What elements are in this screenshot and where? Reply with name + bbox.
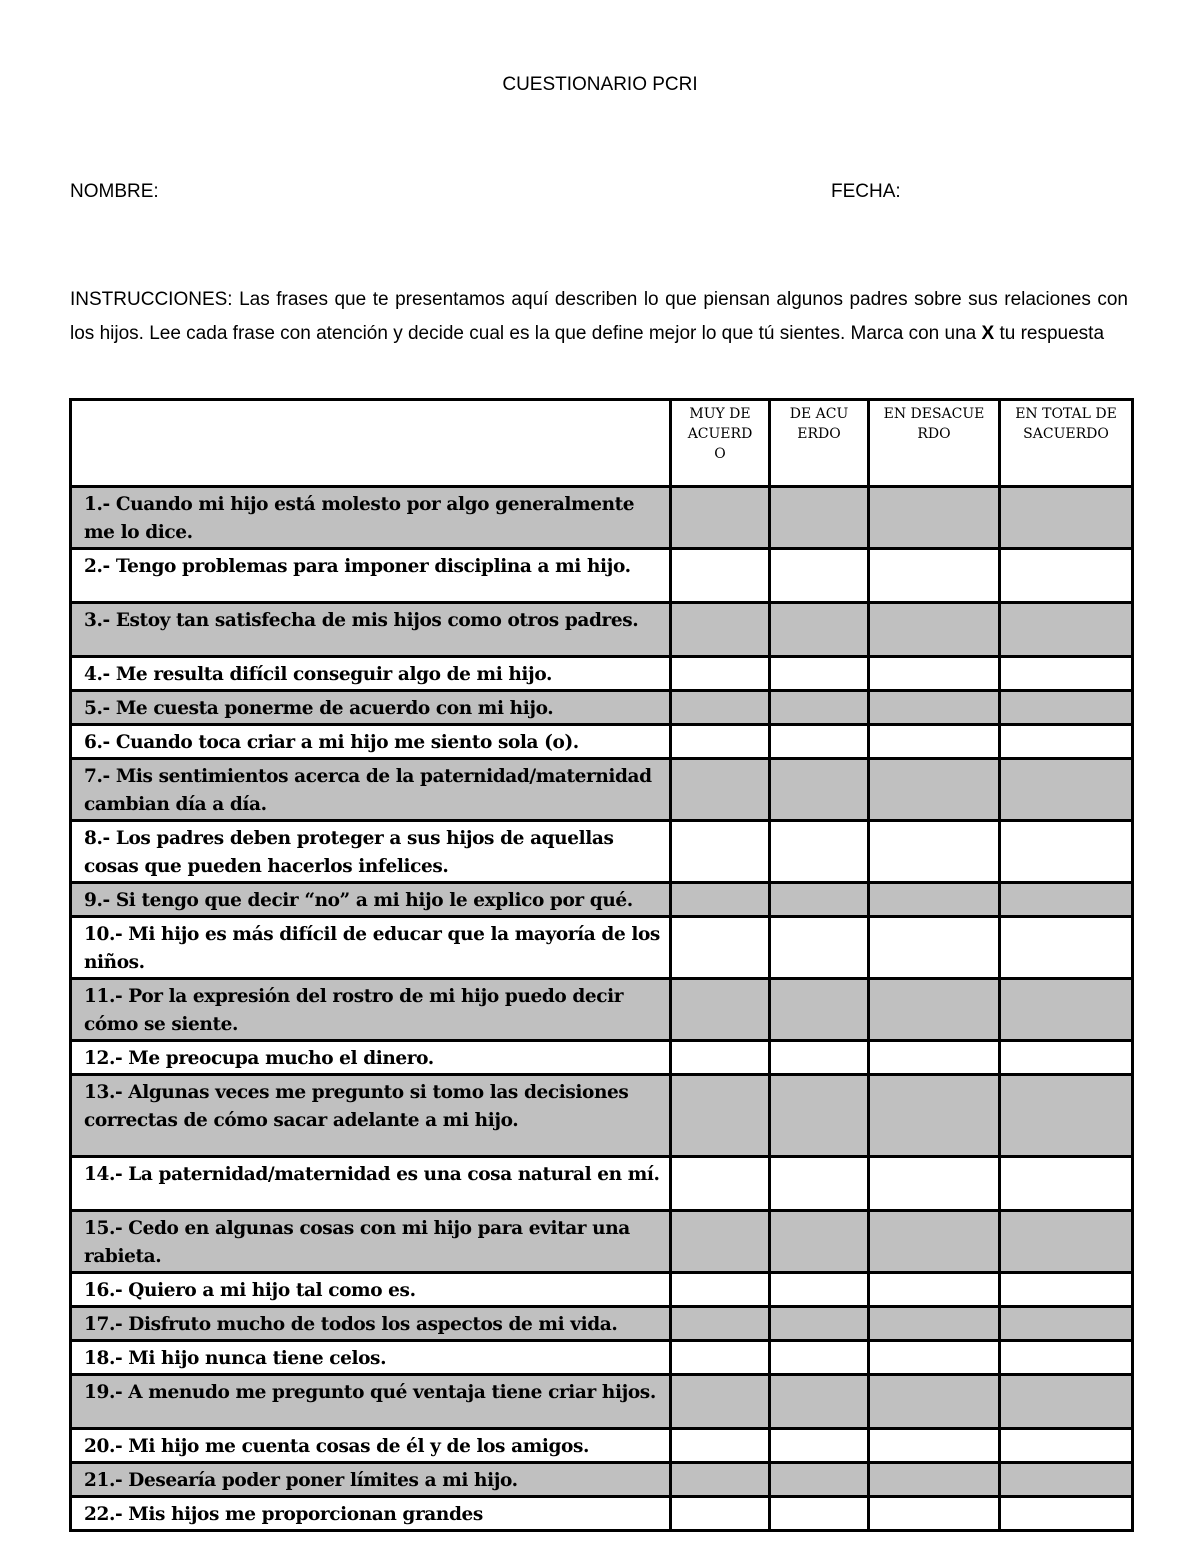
answer-cell-de-acuerdo[interactable] [770,1341,869,1375]
document-title: CUESTIONARIO PCRI [502,74,698,95]
question-cell [71,603,671,657]
question-cell [71,883,671,917]
question-cell [71,725,671,759]
answer-cell-en-total-desacuerdo[interactable] [1000,1341,1133,1375]
answer-cell-de-acuerdo[interactable] [770,759,869,821]
table-header-row [71,400,1133,487]
question-text: 13.- Algunas veces me pregunto si tomo las decisiones correctas de cómo sacar adelante a mi hijo. [84,1082,629,1131]
question-cell [71,1075,671,1157]
answer-cell-de-acuerdo[interactable] [770,725,869,759]
question-row [71,603,1133,657]
question-text: 6.- Cuando toca criar a mi hijo me siento sola (o). [84,732,579,753]
answer-cell-muy-de-acuerdo[interactable] [671,1375,770,1429]
question-text: 4.- Me resulta difícil conseguir algo de mi hijo. [84,664,553,685]
question-row [71,725,1133,759]
answer-cell-en-total-desacuerdo[interactable] [1000,1375,1133,1429]
question-text: 19.- A menudo me pregunto qué ventaja tiene criar hijos. [84,1382,656,1403]
questionnaire-table [69,398,1134,1532]
question-row [71,821,1133,883]
question-row [71,883,1133,917]
answer-cell-de-acuerdo[interactable] [770,1273,869,1307]
question-text: 9.- Si tengo que decir “no” a mi hijo le explico por qué. [84,890,633,911]
answer-cell-muy-de-acuerdo[interactable] [671,1041,770,1075]
answer-cell-muy-de-acuerdo[interactable] [671,657,770,691]
answer-cell-de-acuerdo[interactable] [770,1307,869,1341]
answer-cell-en-desacuerdo[interactable] [869,1041,1000,1075]
answer-cell-en-total-desacuerdo[interactable] [1000,657,1133,691]
question-row [71,1375,1133,1429]
answer-cell-muy-de-acuerdo[interactable] [671,1341,770,1375]
date-label: FECHA: [831,181,901,202]
answer-cell-de-acuerdo[interactable] [770,549,869,603]
answer-cell-en-desacuerdo[interactable] [869,917,1000,979]
answer-cell-en-total-desacuerdo[interactable] [1000,883,1133,917]
answer-cell-de-acuerdo[interactable] [770,603,869,657]
question-text: 15.- Cedo en algunas cosas con mi hijo para evitar una rabieta. [84,1218,630,1267]
question-cell [71,657,671,691]
answer-cell-de-acuerdo[interactable] [770,1429,869,1463]
question-cell [71,1497,671,1531]
question-text: 20.- Mi hijo me cuenta cosas de él y de los amigos. [84,1436,590,1457]
answer-cell-en-desacuerdo[interactable] [869,1075,1000,1157]
answer-cell-muy-de-acuerdo[interactable] [671,1497,770,1531]
answer-cell-en-total-desacuerdo[interactable] [1000,1075,1133,1157]
answer-cell-de-acuerdo[interactable] [770,657,869,691]
header-label: DE ACUERDO [789,406,849,442]
answer-cell-en-desacuerdo[interactable] [869,1211,1000,1273]
answer-cell-de-acuerdo[interactable] [770,487,869,549]
answer-cell-en-desacuerdo[interactable] [869,1341,1000,1375]
question-cell [71,1341,671,1375]
question-cell [71,917,671,979]
question-row [71,1157,1133,1211]
question-text: 3.- Estoy tan satisfecha de mis hijos como otros padres. [84,610,639,631]
answer-cell-muy-de-acuerdo[interactable] [671,1211,770,1273]
question-text: 17.- Disfruto mucho de todos los aspectos de mi vida. [84,1314,618,1335]
answer-cell-en-total-desacuerdo[interactable] [1000,1211,1133,1273]
answer-cell-en-total-desacuerdo[interactable] [1000,691,1133,725]
header-label: EN TOTAL DESACUERDO [1015,406,1117,442]
question-row [71,1075,1133,1157]
answer-cell-de-acuerdo[interactable] [770,1075,869,1157]
question-text: 11.- Por la expresión del rostro de mi hijo puedo decir cómo se siente. [84,986,624,1035]
question-cell [71,759,671,821]
answer-cell-en-total-desacuerdo[interactable] [1000,1463,1133,1497]
answer-cell-de-acuerdo[interactable] [770,1375,869,1429]
answer-cell-en-desacuerdo[interactable] [869,487,1000,549]
question-cell [71,1307,671,1341]
answer-cell-en-total-desacuerdo[interactable] [1000,917,1133,979]
answer-cell-en-desacuerdo[interactable] [869,725,1000,759]
instructions-mark: X [981,322,995,344]
header-de-acuerdo [770,400,869,487]
question-row [71,1041,1133,1075]
answer-cell-en-total-desacuerdo[interactable] [1000,1429,1133,1463]
answer-cell-en-desacuerdo[interactable] [869,1273,1000,1307]
answer-cell-de-acuerdo[interactable] [770,1463,869,1497]
question-row [71,1273,1133,1307]
question-text: 8.- Los padres deben proteger a sus hijos de aquellas cosas que pueden hacerlos infelices. [84,828,614,877]
answer-cell-en-total-desacuerdo[interactable] [1000,1497,1133,1531]
question-row [71,759,1133,821]
answer-cell-en-desacuerdo[interactable] [869,603,1000,657]
question-text: 16.- Quiero a mi hijo tal como es. [84,1280,416,1301]
answer-cell-en-desacuerdo[interactable] [869,883,1000,917]
answer-cell-muy-de-acuerdo[interactable] [671,1075,770,1157]
answer-cell-en-desacuerdo[interactable] [869,759,1000,821]
answer-cell-en-total-desacuerdo[interactable] [1000,487,1133,549]
question-text: 10.- Mi hijo es más difícil de educar que la mayoría de los niños. [84,924,660,973]
answer-cell-en-total-desacuerdo[interactable] [1000,603,1133,657]
answer-cell-de-acuerdo[interactable] [770,883,869,917]
question-row [71,1429,1133,1463]
question-cell [71,821,671,883]
question-cell [71,1273,671,1307]
question-cell [71,1157,671,1211]
question-text: 22.- Mis hijos me proporcionan grandes [84,1504,483,1525]
question-row [71,1211,1133,1273]
answer-cell-en-total-desacuerdo[interactable] [1000,725,1133,759]
answer-cell-muy-de-acuerdo[interactable] [671,1273,770,1307]
answer-cell-muy-de-acuerdo[interactable] [671,603,770,657]
answer-cell-en-total-desacuerdo[interactable] [1000,821,1133,883]
name-label: NOMBRE: [70,181,159,202]
answer-cell-muy-de-acuerdo[interactable] [671,759,770,821]
question-text: 14.- La paternidad/maternidad es una cosa natural en mí. [84,1164,660,1185]
answer-cell-muy-de-acuerdo[interactable] [671,883,770,917]
answer-cell-en-desacuerdo[interactable] [869,1157,1000,1211]
question-cell [71,691,671,725]
answer-cell-en-total-desacuerdo[interactable] [1000,549,1133,603]
question-cell [71,1375,671,1429]
question-row [71,1497,1133,1531]
question-row [71,1341,1133,1375]
instructions [70,283,1128,350]
answer-cell-en-desacuerdo[interactable] [869,1463,1000,1497]
answer-cell-en-total-desacuerdo[interactable] [1000,1307,1133,1341]
question-text: 5.- Me cuesta ponerme de acuerdo con mi hijo. [84,698,554,719]
question-row [71,1463,1133,1497]
answer-cell-de-acuerdo[interactable] [770,1041,869,1075]
answer-cell-de-acuerdo[interactable] [770,691,869,725]
question-row [71,1307,1133,1341]
answer-cell-en-desacuerdo[interactable] [869,1375,1000,1429]
answer-cell-de-acuerdo[interactable] [770,979,869,1041]
answer-cell-en-desacuerdo[interactable] [869,979,1000,1041]
question-row [71,657,1133,691]
question-cell [71,1463,671,1497]
answer-cell-en-total-desacuerdo[interactable] [1000,759,1133,821]
header-statement-cell [71,400,671,487]
answer-cell-en-total-desacuerdo[interactable] [1000,1041,1133,1075]
instructions-end: tu respuesta [994,322,1105,344]
header-label: MUY DE ACUERDO [687,406,753,462]
answer-cell-muy-de-acuerdo[interactable] [671,691,770,725]
question-text: 2.- Tengo problemas para imponer disciplina a mi hijo. [84,556,631,577]
answer-cell-en-desacuerdo[interactable] [869,657,1000,691]
answer-cell-de-acuerdo[interactable] [770,821,869,883]
question-cell [71,1429,671,1463]
question-text: 21.- Desearía poder poner límites a mi hijo. [84,1470,518,1491]
answer-cell-muy-de-acuerdo[interactable] [671,1157,770,1211]
question-text: 18.- Mi hijo nunca tiene celos. [84,1348,387,1369]
answer-cell-de-acuerdo[interactable] [770,1157,869,1211]
answer-cell-muy-de-acuerdo[interactable] [671,1463,770,1497]
question-row [71,549,1133,603]
question-cell [71,1041,671,1075]
question-cell [71,549,671,603]
header-label: EN DESACUERDO [883,406,985,442]
answer-cell-en-total-desacuerdo[interactable] [1000,979,1133,1041]
answer-cell-muy-de-acuerdo[interactable] [671,979,770,1041]
answer-cell-en-desacuerdo[interactable] [869,549,1000,603]
question-cell [71,487,671,549]
question-cell [71,1211,671,1273]
answer-cell-en-total-desacuerdo[interactable] [1000,1157,1133,1211]
answer-cell-de-acuerdo[interactable] [770,1211,869,1273]
answer-cell-de-acuerdo[interactable] [770,917,869,979]
answer-cell-de-acuerdo[interactable] [770,1497,869,1531]
header-en-total-desacuerdo [1000,400,1133,487]
instructions-text: INSTRUCCIONES: Las frases que te presentamos aquí describen lo que piensan algunos padres sobre sus relaciones con los hijos. Lee cada frase con atención y decide cual es la que define mejor lo que tú sientes. Marca con una [70,289,1128,344]
question-row [71,487,1133,549]
answer-cell-muy-de-acuerdo[interactable] [671,821,770,883]
question-row [71,979,1133,1041]
question-row [71,691,1133,725]
header-en-desacuerdo [869,400,1000,487]
answer-cell-en-desacuerdo[interactable] [869,1497,1000,1531]
answer-cell-en-desacuerdo[interactable] [869,1429,1000,1463]
answer-cell-muy-de-acuerdo[interactable] [671,725,770,759]
question-text: 7.- Mis sentimientos acerca de la paternidad/maternidad cambian día a día. [84,766,652,815]
answer-cell-muy-de-acuerdo[interactable] [671,917,770,979]
header-muy-de-acuerdo [671,400,770,487]
question-row [71,917,1133,979]
question-text: 1.- Cuando mi hijo está molesto por algo generalmente me lo dice. [84,494,635,543]
answer-cell-en-total-desacuerdo[interactable] [1000,1273,1133,1307]
answer-cell-muy-de-acuerdo[interactable] [671,549,770,603]
answer-cell-en-desacuerdo[interactable] [869,1307,1000,1341]
answer-cell-en-desacuerdo[interactable] [869,821,1000,883]
question-text: 12.- Me preocupa mucho el dinero. [84,1048,434,1069]
answer-cell-en-desacuerdo[interactable] [869,691,1000,725]
answer-cell-muy-de-acuerdo[interactable] [671,1429,770,1463]
answer-cell-muy-de-acuerdo[interactable] [671,487,770,549]
question-cell [71,979,671,1041]
answer-cell-muy-de-acuerdo[interactable] [671,1307,770,1341]
